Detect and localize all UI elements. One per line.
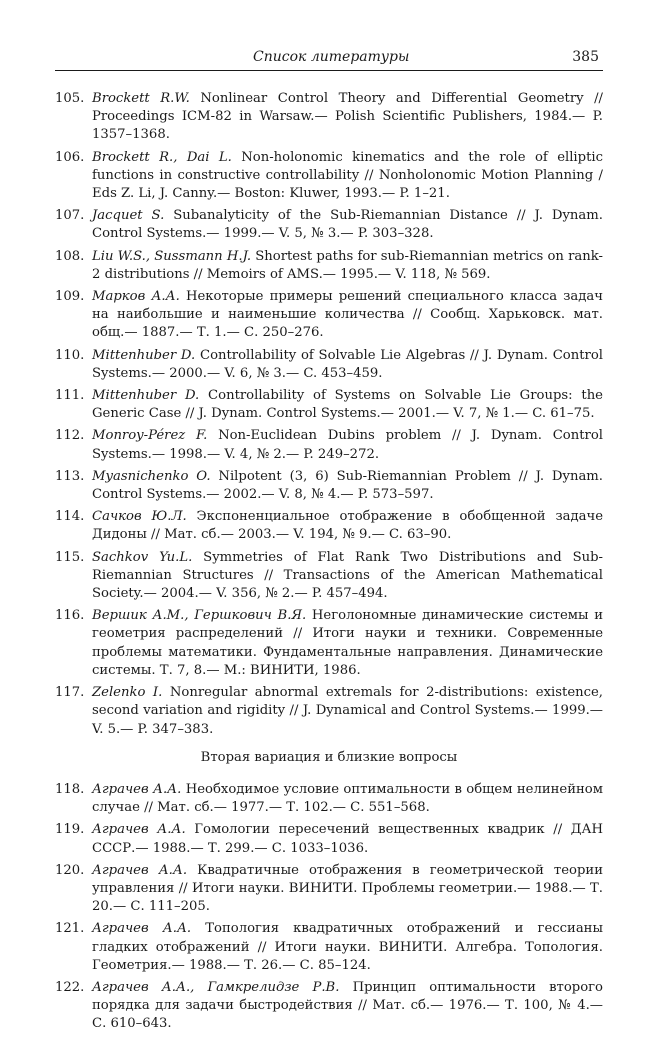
reference-entry — [55, 207, 603, 243]
reference-authors: Аграчев А.А. — [92, 822, 186, 838]
reference-authors: Liu W.S., Sussmann H.J. — [92, 248, 252, 264]
reference-entry — [55, 90, 603, 145]
reference-text: Гомологии пересечений вещественных квадрик // ДАН СССР.— 1988.— Т. 299.— С. 1033–1036. — [92, 822, 603, 856]
reference-authors: Сачков Ю.Л. — [92, 509, 187, 525]
reference-number: 120. — [55, 862, 85, 878]
reference-number: 109. — [55, 289, 85, 305]
reference-text: Non-holonomic kinematics and the role of elliptic functions in constructive controllability // Nonholonomic Motion Planning / Eds Z. Li, J. Canny.— Boston: Kluwer, 1993.— P. 1–21. — [92, 149, 603, 202]
reference-entry — [55, 288, 603, 343]
reference-entry — [55, 684, 603, 739]
reference-entry — [55, 149, 603, 204]
reference-entry — [55, 387, 603, 423]
reference-number: 111. — [55, 388, 85, 404]
reference-authors: Аграчев А.А., Гамкрелидзе Р.В. — [92, 979, 340, 995]
reference-authors: Brockett R.W. — [92, 91, 190, 106]
reference-authors: Mittenhuber D. — [92, 347, 196, 363]
reference-text: Nilpotent (3, 6) Sub-Riemannian Problem // J. Dynam. Control Systems.— 2002.— V. 8, № 4.— P. 573–597. — [92, 468, 603, 503]
reference-number: 105. — [55, 91, 85, 106]
reference-text: Controllability of Systems on Solvable Lie Groups: the Generic Case // J. Dynam. Control Systems.— 2001.— V. 7, № 1.— C. 61–75. — [92, 388, 603, 422]
reference-entry — [55, 347, 603, 383]
reference-authors: Марков А.А. — [92, 289, 180, 305]
reference-text: Квадратичные отображения в геометрической теории управления // Итоги науки. ВИНИТИ. Проблемы геометрии.— 1988.— Т. 20.— С. 111–205. — [92, 862, 603, 915]
reference-number: 108. — [55, 248, 85, 264]
reference-authors: Brockett R., Dai L. — [92, 149, 232, 165]
header-rule — [55, 70, 603, 71]
reference-authors: Mittenhuber D. — [92, 388, 200, 404]
reference-list — [55, 90, 603, 739]
reference-authors: Monroy-Pérez F. — [92, 428, 208, 444]
reference-entry — [55, 920, 603, 975]
reference-text: Топология квадратичных отображений и гессианы гладких отображений // Итоги науки. ВИНИТИ. Алгебра. Топология. Геометрия.— 1988.— Т. 26.— С. 85–124. — [92, 921, 603, 973]
reference-number: 107. — [55, 208, 85, 224]
page-number: 385 — [572, 49, 599, 65]
reference-number: 113. — [55, 468, 85, 484]
running-title: Список литературы — [253, 49, 410, 65]
running-header — [55, 46, 603, 68]
reference-text: Non-Euclidean Dubins problem // J. Dynam. Control Systems.— 1998.— V. 4, № 2.— P. 249–272. — [92, 428, 603, 462]
reference-number: 112. — [55, 428, 85, 444]
reference-number: 119. — [55, 822, 85, 838]
reference-authors: Sachkov Yu.L. — [92, 549, 193, 565]
reference-text: Экспоненциальное отображение в обобщенной задаче Дидоны // Мат. сб.— 2003.— V. 194, № 9.— C. 63–90. — [92, 509, 604, 543]
bibliography — [55, 90, 603, 1038]
reference-entry — [55, 549, 603, 604]
reference-authors: Аграчев А.А. — [92, 921, 192, 937]
reference-entry — [55, 607, 603, 680]
reference-text: Symmetries of Flat Rank Two Distributions and Sub-Riemannian Structures // Transactions of the American Mathematical Society.— 2004.— V. 356, № 2.— P. 457–494. — [92, 549, 603, 602]
reference-authors: Аграчев А.А. — [92, 862, 188, 878]
reference-authors: Jacquet S. — [92, 208, 165, 224]
reference-number: 110. — [55, 347, 85, 363]
reference-text: Nonregular abnormal extremals for 2-distributions: existence, second variation and rigidity // J. Dynamical and Control Systems.— 1999.— V. 5.— P. 347–383. — [92, 685, 603, 737]
reference-number: 117. — [55, 685, 85, 701]
reference-text: Необходимое условие оптимальности в общем нелинейном случае // Мат. сб.— 1977.— Т. 102.— С. 551–568. — [92, 781, 603, 816]
reference-authors: Zelenko I. — [92, 685, 163, 701]
section-title: Вторая вариация и близкие вопросы — [200, 749, 458, 765]
reference-entry — [55, 781, 603, 817]
reference-authors: Аграчев А.А. — [92, 781, 182, 797]
reference-number: 122. — [55, 979, 85, 995]
reference-entry — [55, 979, 603, 1034]
reference-text: Controllability of Solvable Lie Algebras // J. Dynam. Control Systems.— 2000.— V. 6, № 3.— C. 453–459. — [92, 347, 603, 381]
reference-entry — [55, 248, 603, 284]
reference-text: Некоторые примеры решений специального класса задач на наибольшие и наименьшие количества // Сообщ. Харьковск. мат. общ.— 1887.— Т. 1.— С. 250–276. — [92, 289, 603, 341]
reference-entry — [55, 862, 603, 917]
reference-text: Принцип оптимальности второго порядка для задачи быстродействия // Мат. сб.— 1976.— Т. 100, № 4.— С. 610–643. — [92, 979, 603, 1032]
reference-number: 115. — [55, 549, 85, 565]
reference-number: 116. — [55, 608, 85, 624]
reference-text: Неголономные динамические системы и геометрия распределений // Итоги науки и техники. Современные проблемы математики. Фундаментальные направления. Динамические системы. Т. 7, 8.— М.: ВИНИТИ, 1986. — [92, 608, 604, 678]
reference-entry — [55, 508, 603, 544]
reference-text: Subanalyticity of the Sub-Riemannian Distance // J. Dynam. Control Systems.— 1999.— V. 5, № 3.— P. 303–328. — [92, 208, 603, 242]
reference-entry — [55, 468, 603, 504]
reference-list-second — [55, 781, 603, 1034]
reference-text: Shortest paths for sub-Riemannian metrics on rank-2 distributions // Memoirs of AMS.— 1995.— V. 118, № 569. — [92, 248, 603, 282]
reference-authors: Myasnichenko O. — [92, 468, 211, 484]
reference-number: 121. — [55, 921, 85, 937]
reference-authors: Вершик А.М., Гершкович В.Я. — [92, 608, 307, 624]
reference-number: 118. — [55, 781, 85, 797]
reference-entry — [55, 821, 603, 857]
reference-number: 106. — [55, 149, 85, 165]
reference-entry — [55, 427, 603, 463]
reference-text: Nonlinear Control Theory and Differential Geometry // Proceedings ICM-82 in Warsaw.— Polish Scientific Publishers, 1984.— P. 1357–1368. — [92, 91, 603, 143]
reference-number: 114. — [55, 509, 85, 525]
